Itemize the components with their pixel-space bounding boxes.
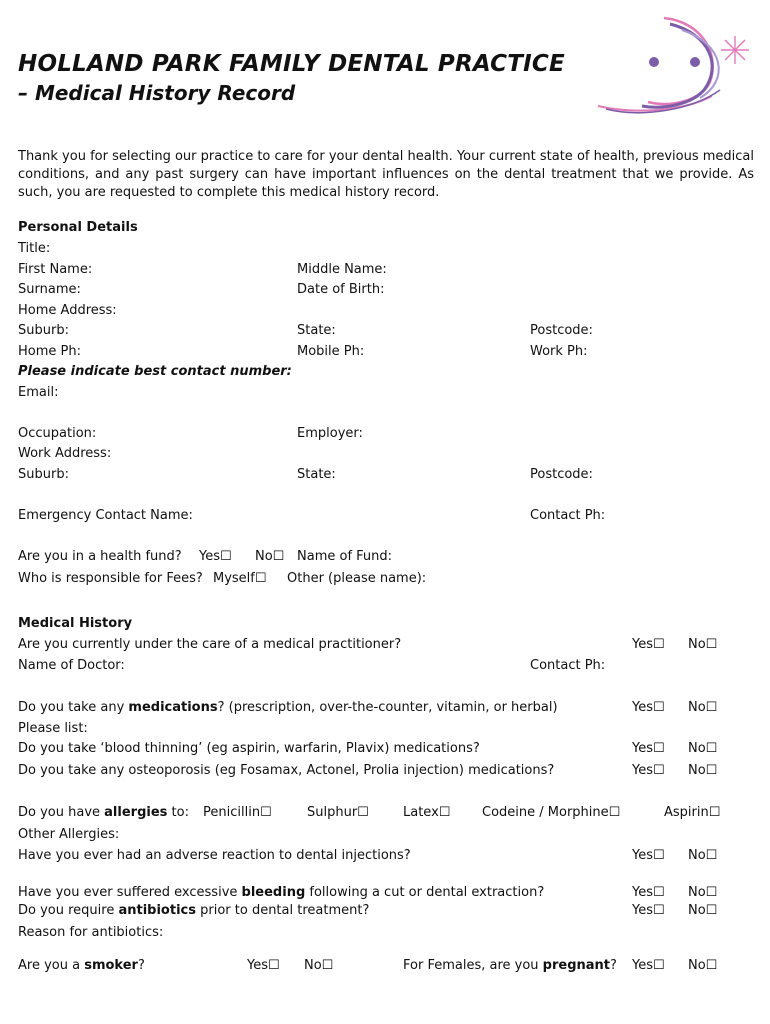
medications-question-post: ? (prescription, over-the-counter, vitamin, or herbal) — [217, 700, 558, 715]
best-contact-label: Please indicate best contact number: — [18, 364, 292, 379]
antibiotics-question-post: prior to dental treatment? — [195, 903, 370, 918]
allergies-question-pre: Do you have — [18, 805, 105, 820]
allergies-question-bold: allergies — [104, 805, 168, 820]
codeine-morphine-checkbox[interactable]: Codeine / Morphine☐ — [482, 805, 621, 820]
pregnant-question — [403, 958, 617, 974]
emergency-contact-label: Emergency Contact Name: — [18, 508, 193, 523]
blood-thinning-no-checkbox[interactable]: No☐ — [688, 741, 718, 756]
health-fund-question: Are you in a health fund? — [18, 549, 182, 564]
medications-yes-checkbox[interactable]: Yes☐ — [632, 700, 665, 715]
pregnant-question-pre: For Females, are you — [403, 958, 543, 973]
bleeding-no-checkbox[interactable]: No☐ — [688, 885, 718, 900]
home-ph-label: Home Ph: — [18, 344, 81, 359]
work-suburb-label: Suburb: — [18, 467, 69, 482]
other-allergies-label: Other Allergies: — [18, 827, 120, 842]
practitioner-no-checkbox[interactable]: No☐ — [688, 637, 718, 652]
occupation-label: Occupation: — [18, 426, 97, 441]
work-state-label: State: — [297, 467, 336, 482]
pregnant-yes-checkbox[interactable]: Yes☐ — [632, 958, 665, 973]
antibiotics-question — [18, 903, 369, 919]
bleeding-question-post: following a cut or dental extraction? — [305, 885, 545, 900]
bleeding-question — [18, 885, 544, 901]
intro-paragraph: Thank you for selecting our practice to care for your dental health. Your current state of health, previous medical conditions, and any past surgery can have important influences on the dental treatment that we provide. As such, you are requested to complete this medical history record. — [18, 149, 754, 200]
fees-myself-checkbox[interactable]: Myself☐ — [213, 571, 267, 586]
aspirin-checkbox[interactable]: Aspirin☐ — [664, 805, 721, 820]
practice-title: HOLLAND PARK FAMILY DENTAL PRACTICE — [18, 51, 565, 77]
allergies-question — [18, 805, 189, 821]
antibiotics-no-checkbox[interactable]: No☐ — [688, 903, 718, 918]
injection-reaction-question: Have you ever had an adverse reaction to dental injections? — [18, 848, 411, 863]
emergency-ph-label: Contact Ph: — [530, 508, 606, 523]
smile-logo-icon — [592, 14, 752, 114]
please-list-label: Please list: — [18, 721, 88, 736]
latex-checkbox[interactable]: Latex☐ — [403, 805, 451, 820]
smoker-yes-checkbox[interactable]: Yes☐ — [247, 958, 280, 973]
antibiotics-question-pre: Do you require — [18, 903, 119, 918]
medications-question-bold: medications — [128, 700, 218, 715]
personal-details-heading: Personal Details — [18, 220, 138, 235]
practitioner-question: Are you currently under the care of a medical practitioner? — [18, 637, 402, 652]
fees-other-label: Other (please name): — [287, 571, 427, 586]
fees-question: Who is responsible for Fees? — [18, 571, 203, 586]
blood-thinning-question: Do you take ‘blood thinning’ (eg aspirin, warfarin, Plavix) medications? — [18, 741, 480, 756]
medications-no-checkbox[interactable]: No☐ — [688, 700, 718, 715]
antibiotics-yes-checkbox[interactable]: Yes☐ — [632, 903, 665, 918]
penicillin-checkbox[interactable]: Penicillin☐ — [203, 805, 272, 820]
blood-thinning-yes-checkbox[interactable]: Yes☐ — [632, 741, 665, 756]
work-address-label: Work Address: — [18, 446, 112, 461]
medications-question-pre: Do you take any — [18, 700, 129, 715]
work-ph-label: Work Ph: — [530, 344, 588, 359]
pregnant-question-bold: pregnant — [542, 958, 611, 973]
osteoporosis-question: Do you take any osteoporosis (eg Fosamax, Actonel, Prolia injection) medications? — [18, 763, 555, 778]
bleeding-question-bold: bleeding — [241, 885, 306, 900]
allergies-question-post: to: — [167, 805, 189, 820]
osteoporosis-yes-checkbox[interactable]: Yes☐ — [632, 763, 665, 778]
surname-label: Surname: — [18, 282, 81, 297]
reason-antibiotics-label: Reason for antibiotics: — [18, 925, 164, 940]
email-label: Email: — [18, 385, 59, 400]
bleeding-yes-checkbox[interactable]: Yes☐ — [632, 885, 665, 900]
first-name-label: First Name: — [18, 262, 93, 277]
antibiotics-question-bold: antibiotics — [118, 903, 196, 918]
state-label: State: — [297, 323, 336, 338]
smoker-question-pre: Are you a — [18, 958, 85, 973]
dob-label: Date of Birth: — [297, 282, 385, 297]
health-fund-yes-checkbox[interactable]: Yes☐ — [199, 549, 232, 564]
postcode-label: Postcode: — [530, 323, 593, 338]
employer-label: Employer: — [297, 426, 363, 441]
smoker-question-bold: smoker — [84, 958, 138, 973]
doctor-name-label: Name of Doctor: — [18, 658, 125, 673]
mobile-ph-label: Mobile Ph: — [297, 344, 365, 359]
work-postcode-label: Postcode: — [530, 467, 593, 482]
sulphur-checkbox[interactable]: Sulphur☐ — [307, 805, 369, 820]
injection-yes-checkbox[interactable]: Yes☐ — [632, 848, 665, 863]
pregnant-question-post: ? — [610, 958, 617, 973]
home-address-label: Home Address: — [18, 303, 117, 318]
medical-history-heading: Medical History — [18, 616, 133, 631]
fund-name-label: Name of Fund: — [297, 549, 393, 564]
title-label: Title: — [18, 241, 51, 256]
pregnant-no-checkbox[interactable]: No☐ — [688, 958, 718, 973]
suburb-label: Suburb: — [18, 323, 69, 338]
doctor-ph-label: Contact Ph: — [530, 658, 606, 673]
bleeding-question-pre: Have you ever suffered excessive — [18, 885, 242, 900]
smoker-no-checkbox[interactable]: No☐ — [304, 958, 334, 973]
injection-no-checkbox[interactable]: No☐ — [688, 848, 718, 863]
osteoporosis-no-checkbox[interactable]: No☐ — [688, 763, 718, 778]
smoker-question-post: ? — [137, 958, 145, 973]
form-subtitle: – Medical History Record — [18, 81, 296, 105]
health-fund-no-checkbox[interactable]: No☐ — [255, 549, 285, 564]
middle-name-label: Middle Name: — [297, 262, 387, 277]
smoker-question — [18, 958, 145, 974]
medications-question — [18, 700, 558, 716]
practitioner-yes-checkbox[interactable]: Yes☐ — [632, 637, 665, 652]
